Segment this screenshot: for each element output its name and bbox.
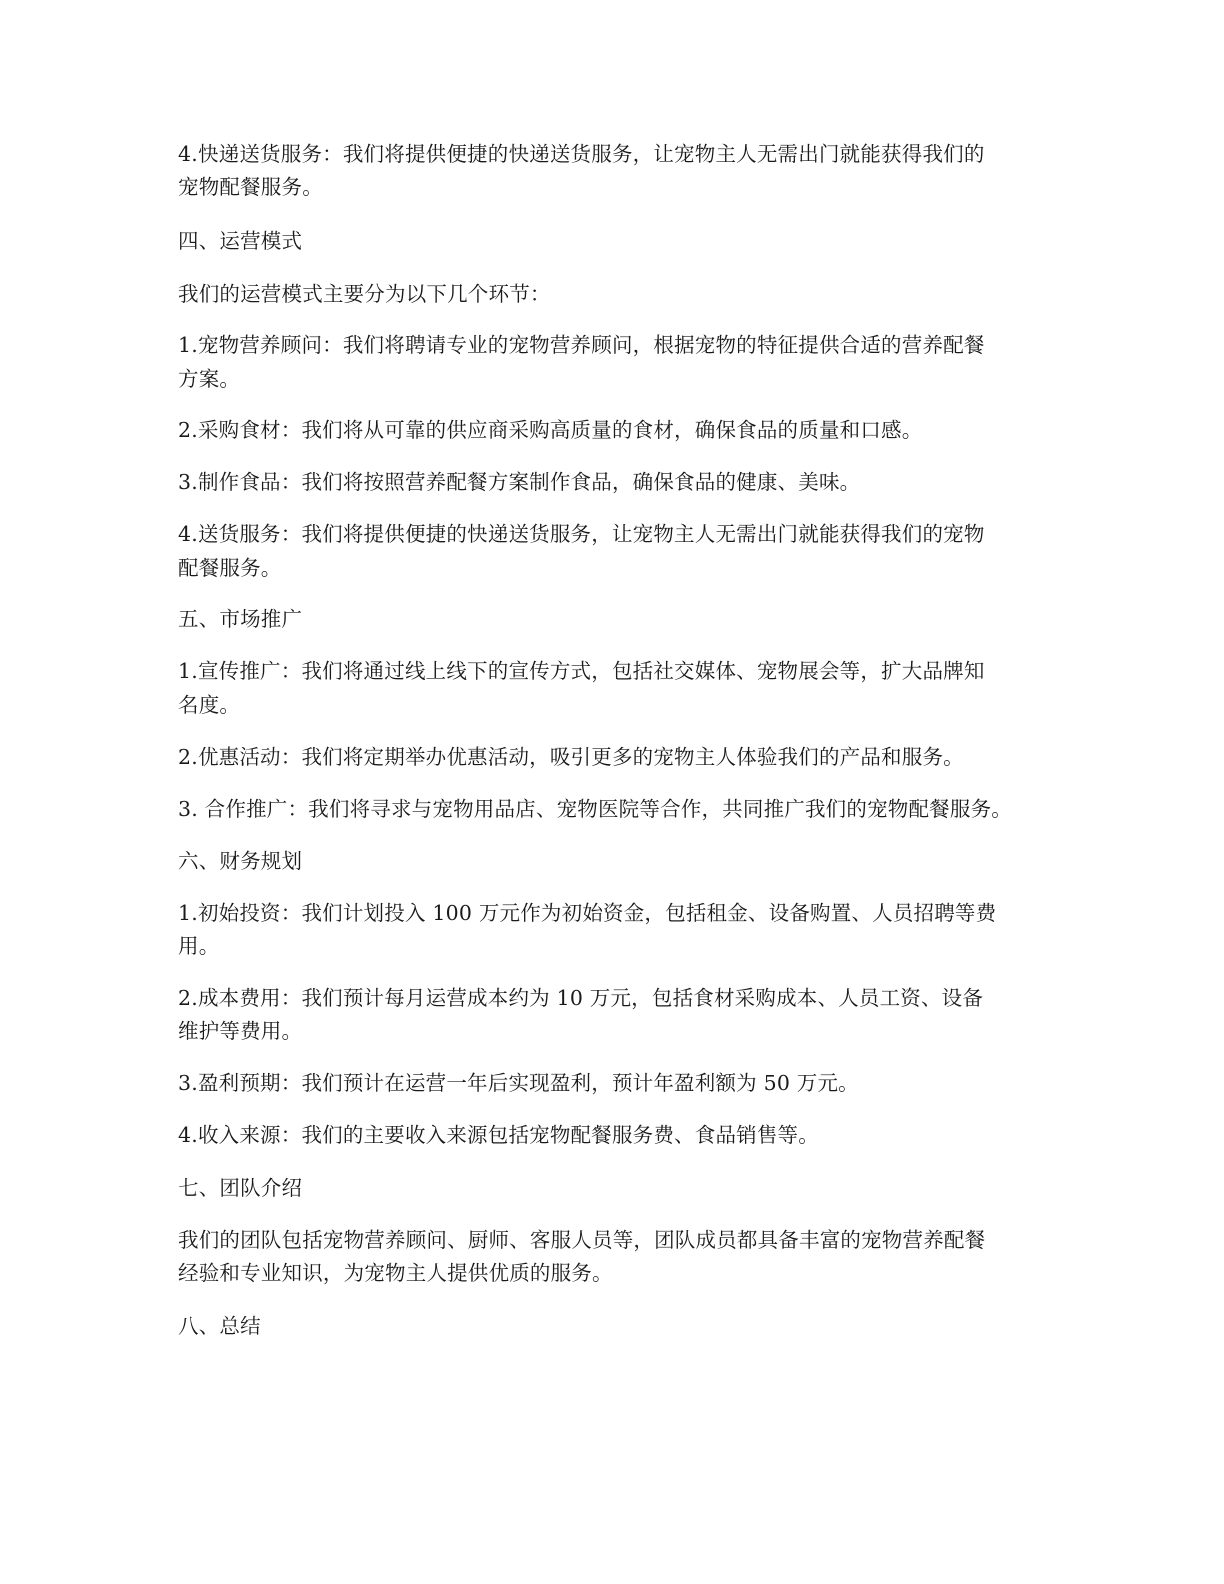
paragraph-line: 用。 <box>178 934 220 958</box>
paragraph-line: 4.收入来源：我们的主要收入来源包括宠物配餐服务费、食品销售等。 <box>178 1123 819 1147</box>
paragraph-line: 经验和专业知识，为宠物主人提供优质的服务。 <box>178 1261 613 1285</box>
section-heading: 六、财务规划 <box>178 849 303 873</box>
paragraph-line: 宠物配餐服务。 <box>178 175 323 199</box>
paragraph-line: 2.成本费用：我们预计每月运营成本约为 10 万元，包括食材采购成本、人员工资、设备 <box>178 986 984 1010</box>
paragraph-line: 4.快递送货服务：我们将提供便捷的快递送货服务，让宠物主人无需出门就能获得我们的 <box>178 142 985 166</box>
paragraph-line: 3. 合作推广：我们将寻求与宠物用品店、宠物医院等合作，共同推广我们的宠物配餐服务。 <box>178 797 1012 821</box>
paragraph-line: 配餐服务。 <box>178 556 282 580</box>
paragraph-line: 1.初始投资：我们计划投入 100 万元作为初始资金，包括租金、设备购置、人员招聘等费 <box>178 901 997 925</box>
paragraph-line: 2.优惠活动：我们将定期举办优惠活动，吸引更多的宠物主人体验我们的产品和服务。 <box>178 745 964 769</box>
paragraph-line: 1.宣传推广：我们将通过线上线下的宣传方式，包括社交媒体、宠物展会等，扩大品牌知 <box>178 659 985 683</box>
paragraph-line: 4.送货服务：我们将提供便捷的快递送货服务，让宠物主人无需出门就能获得我们的宠物 <box>178 522 985 546</box>
paragraph-line: 我们的运营模式主要分为以下几个环节： <box>178 282 551 306</box>
section-heading: 四、运营模式 <box>178 229 303 253</box>
paragraph-line: 3.制作食品：我们将按照营养配餐方案制作食品，确保食品的健康、美味。 <box>178 470 861 494</box>
paragraph-line: 维护等费用。 <box>178 1019 303 1043</box>
paragraph-line: 1.宠物营养顾问：我们将聘请专业的宠物营养顾问，根据宠物的特征提供合适的营养配餐 <box>178 333 985 357</box>
section-heading: 八、总结 <box>178 1314 261 1338</box>
section-heading: 五、市场推广 <box>178 607 303 631</box>
paragraph-line: 方案。 <box>178 367 241 391</box>
paragraph-line: 2.采购食材：我们将从可靠的供应商采购高质量的食材，确保食品的质量和口感。 <box>178 418 923 442</box>
paragraph-line: 我们的团队包括宠物营养顾问、厨师、客服人员等，团队成员都具备丰富的宠物营养配餐 <box>178 1228 986 1252</box>
section-heading: 七、团队介绍 <box>178 1176 303 1200</box>
paragraph-line: 3.盈利预期：我们预计在运营一年后实现盈利，预计年盈利额为 50 万元。 <box>178 1071 859 1095</box>
paragraph-line: 名度。 <box>178 693 241 717</box>
